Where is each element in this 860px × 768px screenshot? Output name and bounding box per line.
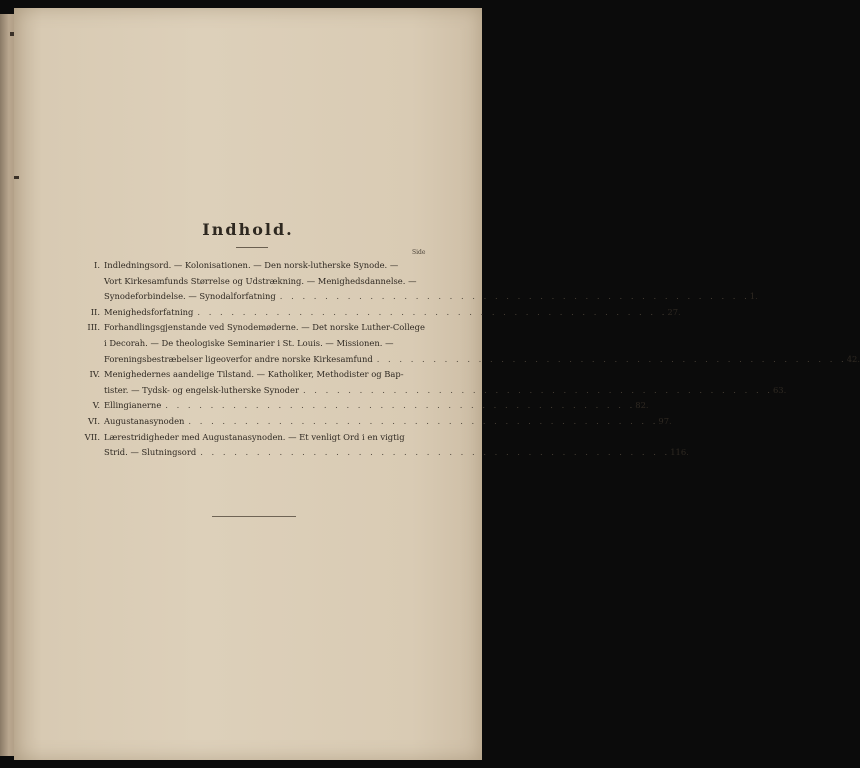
toc-entry-page-number: 97. (658, 415, 672, 426)
toc-entry-page-number: 1. (749, 291, 758, 302)
toc-entry-page-number: 63. (772, 384, 787, 395)
toc-entry-numeral: V. (92, 400, 100, 411)
toc-leader-dots: . . . . . . . . . . . . . . . . . . . . . . . . . . . . . . . . . . . . . . . . . . (279, 291, 750, 302)
toc-entry (78, 367, 787, 398)
toc-entry-numeral: III. (87, 322, 100, 333)
toc-entry-text-line: Foreningsbestræbelser ligeoverfor andre norske Kirkesamfund (104, 353, 373, 364)
toc-entry (78, 430, 689, 461)
toc-entry-text-line: Forhandlingsgjenstande ved Synodemøderne. — Det norske Luther-College (104, 322, 425, 333)
page-title: Indhold. (202, 220, 294, 239)
toc-entry-final-line (78, 414, 672, 430)
toc-entry-final-line (78, 289, 758, 305)
toc-entry (78, 398, 649, 414)
bottom-rule (212, 516, 296, 517)
toc-entry-text-line: Menighedernes aandelige Tilstand. — Katholiker, Methodister og Bap- (104, 369, 404, 380)
toc-entry (78, 305, 681, 321)
page-column-label: Side (412, 249, 426, 256)
toc-entry-text-line: Augustanasynoden (104, 415, 185, 426)
toc-entry-final-line (78, 383, 787, 399)
toc-entry-page-number: 82. (635, 400, 649, 411)
toc-entry-text-line: Menighedsforfatning (104, 306, 194, 317)
toc-entry-page-number: 42. (846, 353, 860, 364)
toc-entry-numeral: II. (90, 306, 100, 317)
toc-entry (78, 414, 672, 430)
toc-entry-text-line: tister. — Tydsk- og engelsk-lutherske Synoder (104, 384, 299, 395)
toc-leader-dots: . . . . . . . . . . . . . . . . . . . . . . . . . . . . . . . . . . . . . . . . . . (376, 353, 847, 364)
toc-entry-page-number: 27. (667, 306, 681, 317)
toc-entry-text-line: Lærestridigheder med Augustanasynoden. — Et venligt Ord i en vigtig (104, 431, 405, 442)
page-blemish (10, 32, 14, 36)
toc-entry (78, 320, 860, 367)
toc-entry-text-line: Vort Kirkesamfunds Størrelse og Udstrækning. — Menighedsdannelse. — (104, 275, 417, 286)
toc-entry-numeral: IV. (89, 369, 100, 380)
toc-leader-dots: . . . . . . . . . . . . . . . . . . . . . . . . . . . . . . . . . . . . . . . . . . (165, 400, 636, 411)
toc-entry-numeral: I. (94, 260, 100, 270)
toc-entry-text-line: Indledningsord. — Kolonisationen. — Den norsk-lutherske Synode. — (104, 260, 399, 270)
toc-entry-numeral: VII. (84, 431, 100, 442)
toc-entry-text-line: Synodeforbindelse. — Synodalforfatning (104, 291, 276, 302)
page-blemish (14, 176, 19, 179)
toc-leader-dots: . . . . . . . . . . . . . . . . . . . . . . . . . . . . . . . . . . . . . . . . . . (197, 306, 668, 317)
title-rule (236, 247, 268, 248)
toc-entry-final-line (78, 305, 681, 321)
toc-leader-dots: . . . . . . . . . . . . . . . . . . . . . . . . . . . . . . . . . . . . . . . . . . (302, 384, 773, 395)
toc-entry-numeral: VI. (87, 415, 100, 426)
table-of-contents (78, 258, 860, 461)
toc-entry-final-line (78, 352, 860, 368)
toc-entry-page-number: 116. (670, 447, 689, 458)
toc-leader-dots: . . . . . . . . . . . . . . . . . . . . . . . . . . . . . . . . . . . . . . . . . . (200, 447, 671, 458)
toc-entry-final-line (78, 398, 649, 414)
toc-leader-dots: . . . . . . . . . . . . . . . . . . . . . . . . . . . . . . . . . . . . . . . . . . (188, 415, 659, 426)
toc-entry-text-line: Strid. — Slutningsord (104, 447, 197, 458)
toc-entry-text-line: i Decorah. — De theologiske Seminarier i St. Louis. — Missionen. — (104, 337, 394, 348)
toc-entry (78, 258, 758, 305)
toc-entry-final-line (78, 445, 689, 461)
toc-entry-text-line: Ellingianerne (104, 400, 162, 411)
